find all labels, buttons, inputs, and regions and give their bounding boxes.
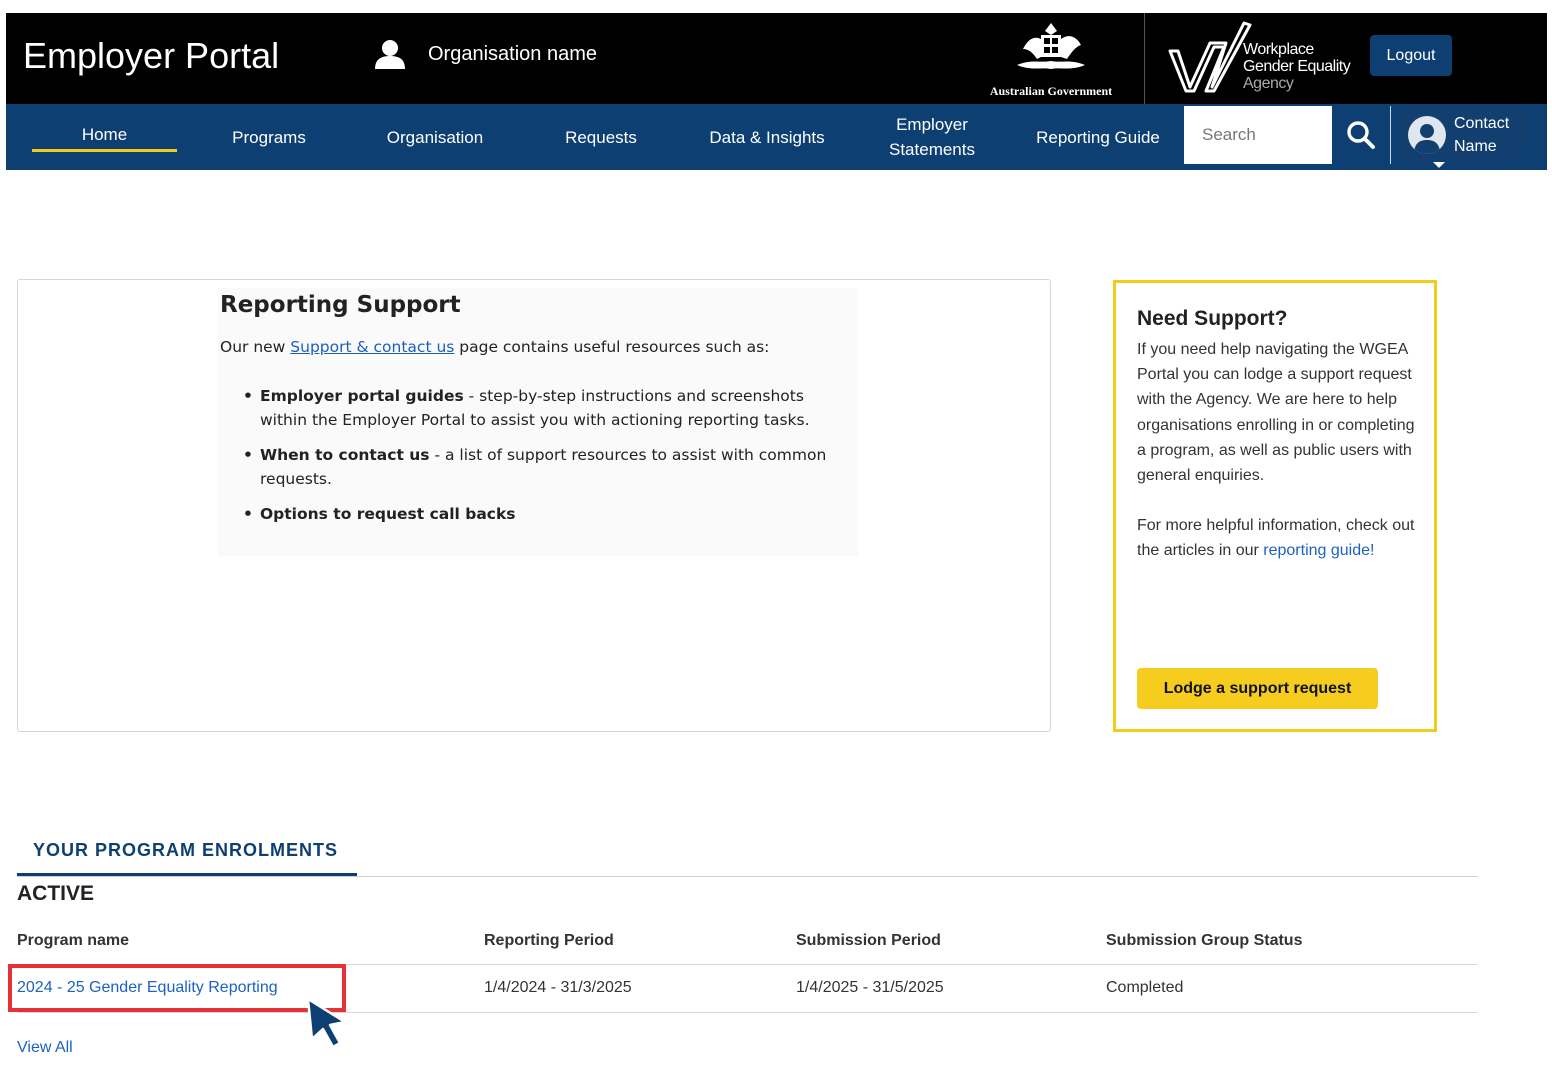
list-item xyxy=(260,443,840,491)
contact-menu[interactable] xyxy=(1400,106,1528,164)
coat-of-arms-icon xyxy=(1011,19,1091,77)
active-tab-indicator xyxy=(32,149,177,152)
mouse-pointer-icon xyxy=(305,996,349,1050)
organisation-switcher[interactable] xyxy=(374,39,597,69)
logout-button[interactable]: Logout xyxy=(1370,35,1452,76)
list-item-title: When to contact us xyxy=(260,446,430,464)
user-icon xyxy=(374,39,406,69)
reporting-period-cell: 1/4/2024 - 31/3/2025 xyxy=(484,979,632,996)
list-item-title: Employer portal guides xyxy=(260,387,464,405)
view-all-link[interactable]: View All xyxy=(17,1039,73,1056)
chevron-down-icon[interactable] xyxy=(1433,162,1445,168)
active-section-heading: ACTIVE xyxy=(17,882,95,905)
nav-programs-label: Programs xyxy=(232,127,306,147)
portal-title: Employer Portal xyxy=(23,35,280,76)
column-header-submission-status: Submission Group Status xyxy=(1106,932,1303,949)
reporting-support-intro xyxy=(220,338,769,356)
wgea-wordmark xyxy=(1243,41,1350,92)
reporting-guide-link[interactable]: reporting guide! xyxy=(1263,542,1375,560)
wgea-line-1: Workplace xyxy=(1243,41,1314,58)
avatar xyxy=(1408,116,1446,154)
nav-employer-statements[interactable] xyxy=(870,104,994,170)
nav-requests-label: Requests xyxy=(565,127,637,147)
list-item xyxy=(260,384,840,432)
nav-requests[interactable] xyxy=(536,104,666,170)
top-bar xyxy=(6,13,1547,104)
tab-program-enrolments-label: YOUR PROGRAM ENROLMENTS xyxy=(33,840,339,860)
nav-reporting-guide-label: Reporting Guide xyxy=(1036,127,1160,147)
more-info-text: For more helpful information, check out the articles in our xyxy=(1137,517,1415,560)
australian-government-logo xyxy=(978,19,1124,99)
nav-employer-statements-label: Employer Statements xyxy=(889,115,975,159)
contact-name-line-1: Contact xyxy=(1454,115,1510,132)
contact-name xyxy=(1454,112,1509,158)
contact-name-line-2: Name xyxy=(1454,138,1497,155)
list-item-text: - a list of support resources to assist with common requests. xyxy=(260,446,827,488)
program-name-link[interactable]: 2024 - 25 Gender Equality Reporting xyxy=(17,979,278,996)
column-header-program-name: Program name xyxy=(17,932,130,949)
intro-text-before: Our new xyxy=(220,338,291,356)
nav-organisation[interactable] xyxy=(370,104,500,170)
submission-period-cell: 1/4/2025 - 31/5/2025 xyxy=(796,979,944,996)
nav-organisation-label: Organisation xyxy=(386,127,484,147)
list-item xyxy=(260,502,840,526)
organisation-name: Organisation name xyxy=(428,42,597,65)
need-support-more-info xyxy=(1137,513,1427,563)
wgea-line-3: Agency xyxy=(1243,75,1294,92)
list-item-title: Options to request call backs xyxy=(260,505,516,523)
main-nav xyxy=(6,104,1547,170)
user-avatar-icon xyxy=(1408,116,1446,154)
status-cell: Completed xyxy=(1106,979,1184,996)
nav-home-label: Home xyxy=(81,124,128,144)
reporting-support-title: Reporting Support xyxy=(220,292,461,318)
nav-data-insights[interactable] xyxy=(699,104,835,170)
intro-text-after: page contains useful resources such as: xyxy=(454,338,770,356)
nav-separator xyxy=(1390,106,1391,164)
need-support-panel xyxy=(1113,280,1437,732)
nav-reporting-guide[interactable] xyxy=(1030,104,1166,170)
resource-list xyxy=(260,384,840,537)
need-support-title: Need Support? xyxy=(1137,307,1288,330)
table-row-divider xyxy=(17,1012,1478,1013)
support-contact-link[interactable]: Support & contact us xyxy=(290,338,455,356)
lodge-support-request-button[interactable]: Lodge a support request xyxy=(1137,668,1378,709)
nav-home[interactable] xyxy=(32,104,177,170)
nav-programs[interactable] xyxy=(204,104,334,170)
tab-divider xyxy=(17,876,1478,877)
search-box xyxy=(1184,106,1332,164)
reporting-support-card xyxy=(17,279,1051,732)
highlight-box xyxy=(8,964,346,1012)
reporting-support-content xyxy=(218,288,858,556)
header-divider xyxy=(1144,13,1145,104)
nav-data-insights-label: Data & Insights xyxy=(709,127,825,147)
government-label: Australian Government xyxy=(989,84,1113,98)
search-input[interactable] xyxy=(1202,125,1322,145)
wgea-line-2: Gender Equality xyxy=(1243,58,1351,75)
need-support-paragraph: If you need help navigating the WGEA Portal you can lodge a support request with the Agency. We are here to help organisations enrolling in or completing a program, as well as public users with general enquiries. xyxy=(1137,341,1415,485)
column-header-reporting-period: Reporting Period xyxy=(484,932,614,949)
checkmark-logo-icon xyxy=(1166,21,1252,97)
list-item-text: - step-by-step instructions and screenshots within the Employer Portal to assist you with actioning reporting tasks. xyxy=(260,387,810,429)
need-support-body xyxy=(1137,337,1427,564)
wgea-logo xyxy=(1166,19,1366,99)
search-button[interactable] xyxy=(1332,106,1390,164)
tab-program-enrolments[interactable] xyxy=(17,834,357,877)
column-header-submission-period: Submission Period xyxy=(796,932,941,949)
search-icon xyxy=(1346,120,1376,150)
